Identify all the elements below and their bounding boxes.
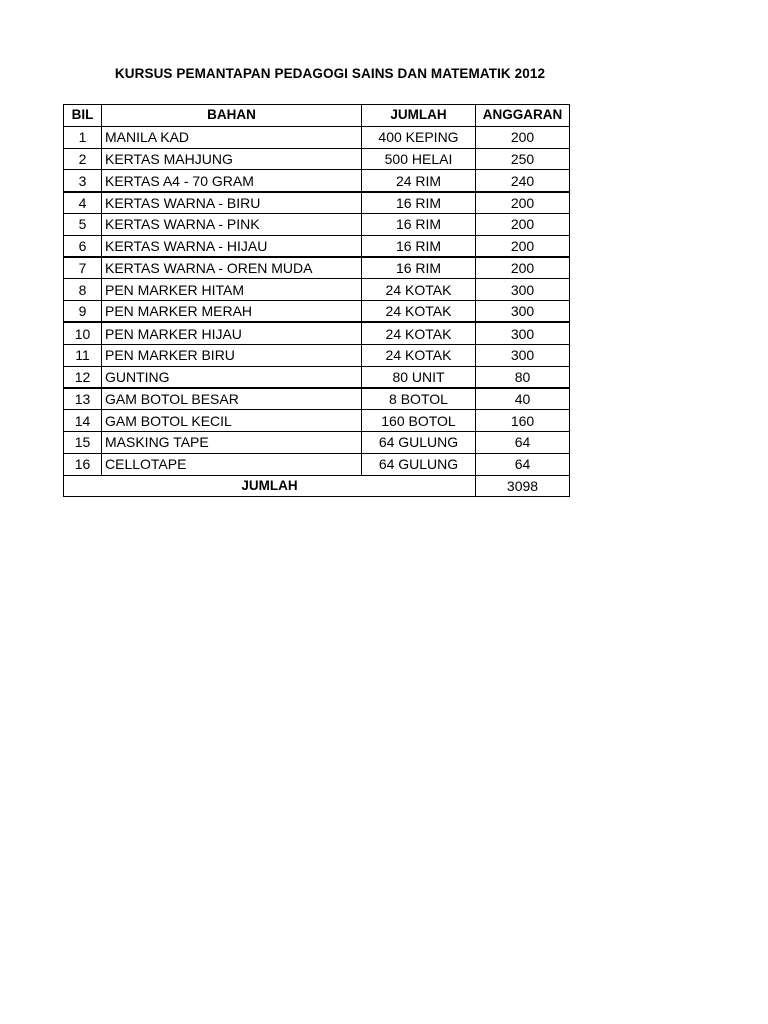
cell-bil: 9 [64, 301, 102, 323]
cell-anggaran: 250 [476, 148, 570, 170]
total-value: 3098 [476, 475, 570, 497]
cell-bahan: PEN MARKER BIRU [102, 344, 362, 366]
cell-anggaran: 300 [476, 301, 570, 323]
table-row [64, 431, 570, 453]
cell-bahan: GAM BOTOL BESAR [102, 388, 362, 410]
cell-bahan: GUNTING [102, 366, 362, 388]
cell-bil: 16 [64, 453, 102, 475]
cell-jumlah: 400 KEPING [362, 126, 476, 148]
header-anggaran: ANGGARAN [476, 105, 570, 127]
cell-bahan: KERTAS WARNA - OREN MUDA [102, 257, 362, 279]
table-row [64, 126, 570, 148]
table-row [64, 344, 570, 366]
cell-anggaran: 300 [476, 279, 570, 301]
cell-jumlah: 24 KOTAK [362, 279, 476, 301]
cell-bil: 7 [64, 257, 102, 279]
cell-anggaran: 40 [476, 388, 570, 410]
cell-jumlah: 24 KOTAK [362, 322, 476, 344]
cell-bil: 10 [64, 322, 102, 344]
cell-jumlah: 500 HELAI [362, 148, 476, 170]
cell-bahan: KERTAS WARNA - BIRU [102, 192, 362, 214]
table-row [64, 388, 570, 410]
cell-anggaran: 300 [476, 344, 570, 366]
cell-bil: 2 [64, 148, 102, 170]
header-bil: BIL [64, 105, 102, 127]
cell-anggaran: 80 [476, 366, 570, 388]
cell-jumlah: 16 RIM [362, 213, 476, 235]
cell-jumlah: 16 RIM [362, 257, 476, 279]
cell-bahan: GAM BOTOL KECIL [102, 410, 362, 432]
total-row [64, 475, 570, 497]
cell-anggaran: 64 [476, 431, 570, 453]
cell-jumlah: 24 KOTAK [362, 344, 476, 366]
cell-bil: 14 [64, 410, 102, 432]
table-body [64, 126, 570, 475]
cell-anggaran: 200 [476, 126, 570, 148]
cell-bahan: CELLOTAPE [102, 453, 362, 475]
cell-bil: 12 [64, 366, 102, 388]
table-row [64, 279, 570, 301]
cell-bahan: PEN MARKER HIJAU [102, 322, 362, 344]
cell-jumlah: 24 RIM [362, 170, 476, 192]
document-title: KURSUS PEMANTAPAN PEDAGOGI SAINS DAN MATEMATIK 2012 [114, 66, 546, 81]
cell-anggaran: 240 [476, 170, 570, 192]
table-row [64, 257, 570, 279]
table-row [64, 453, 570, 475]
header-jumlah: JUMLAH [362, 105, 476, 127]
cell-jumlah: 24 KOTAK [362, 301, 476, 323]
table-row [64, 301, 570, 323]
cell-bil: 3 [64, 170, 102, 192]
cell-bil: 8 [64, 279, 102, 301]
cell-jumlah: 16 RIM [362, 235, 476, 257]
cell-bahan: KERTAS WARNA - HIJAU [102, 235, 362, 257]
table-row [64, 366, 570, 388]
table-row [64, 213, 570, 235]
cell-bil: 6 [64, 235, 102, 257]
cell-bahan: MASKING TAPE [102, 431, 362, 453]
cell-bil: 1 [64, 126, 102, 148]
cell-bahan: PEN MARKER MERAH [102, 301, 362, 323]
cell-bil: 4 [64, 192, 102, 214]
materials-table [63, 104, 570, 497]
table-row [64, 322, 570, 344]
cell-bahan: PEN MARKER HITAM [102, 279, 362, 301]
table-header-row [64, 105, 570, 127]
table-row [64, 170, 570, 192]
cell-anggaran: 300 [476, 322, 570, 344]
cell-anggaran: 200 [476, 213, 570, 235]
table-row [64, 410, 570, 432]
cell-jumlah: 64 GULUNG [362, 431, 476, 453]
cell-jumlah: 64 GULUNG [362, 453, 476, 475]
cell-jumlah: 160 BOTOL [362, 410, 476, 432]
cell-bahan: KERTAS MAHJUNG [102, 148, 362, 170]
table-row [64, 148, 570, 170]
cell-jumlah: 16 RIM [362, 192, 476, 214]
cell-bil: 15 [64, 431, 102, 453]
total-label: JUMLAH [64, 475, 476, 497]
cell-anggaran: 200 [476, 257, 570, 279]
cell-bahan: KERTAS WARNA - PINK [102, 213, 362, 235]
cell-jumlah: 8 BOTOL [362, 388, 476, 410]
table-row [64, 235, 570, 257]
cell-anggaran: 64 [476, 453, 570, 475]
cell-bil: 11 [64, 344, 102, 366]
table-row [64, 192, 570, 214]
cell-bil: 13 [64, 388, 102, 410]
cell-bil: 5 [64, 213, 102, 235]
cell-bahan: KERTAS A4 - 70 GRAM [102, 170, 362, 192]
cell-anggaran: 200 [476, 192, 570, 214]
cell-jumlah: 80 UNIT [362, 366, 476, 388]
header-bahan: BAHAN [102, 105, 362, 127]
cell-anggaran: 160 [476, 410, 570, 432]
cell-bahan: MANILA KAD [102, 126, 362, 148]
cell-anggaran: 200 [476, 235, 570, 257]
